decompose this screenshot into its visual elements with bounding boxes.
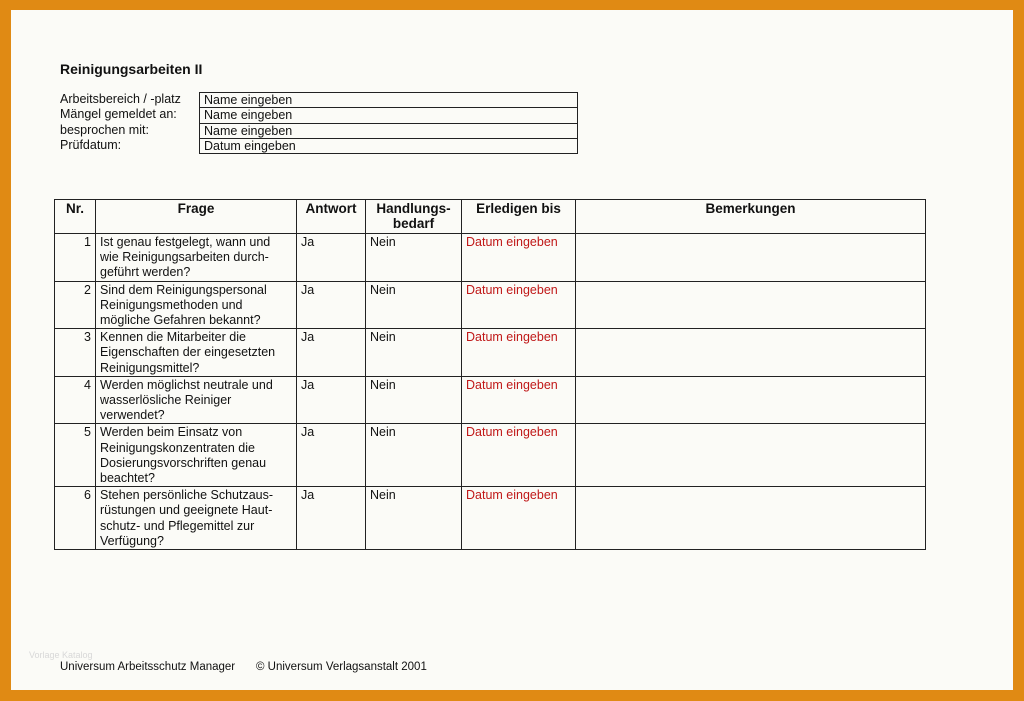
row-erledigen-bis[interactable]: Datum eingeben [462, 234, 576, 282]
row-handlungsbedarf[interactable]: Nein [366, 376, 462, 424]
header-handlungsbedarf: Handlungs-bedarf [366, 200, 462, 234]
row-handlungsbedarf[interactable]: Nein [366, 329, 462, 377]
row-frage: Kennen die Mitarbeiter die Eigenschaften der eingesetzten Reinigungsmittel? [96, 329, 297, 377]
row-bemerkungen[interactable] [576, 487, 926, 550]
row-bemerkungen[interactable] [576, 424, 926, 487]
checklist-table [54, 199, 926, 550]
row-antwort[interactable]: Ja [297, 376, 366, 424]
header-bemerkungen: Bemerkungen [576, 200, 926, 234]
header-erledigen-bis: Erledigen bis [462, 200, 576, 234]
row-antwort[interactable]: Ja [297, 281, 366, 329]
page-title: Reinigungsarbeiten II [60, 61, 203, 77]
meta-label: besprochen mit: [60, 122, 149, 137]
watermark: Vorlage Katalog [29, 650, 93, 660]
document-page [11, 10, 1013, 690]
row-nr: 1 [55, 234, 96, 282]
besprochen-mit-field[interactable]: Name eingeben [199, 123, 578, 138]
table-row [55, 487, 926, 550]
row-nr: 6 [55, 487, 96, 550]
row-frage: Sind dem Reinigungspersonal Reinigungsmethoden und mögliche Gefahren bekannt? [96, 281, 297, 329]
row-handlungsbedarf[interactable]: Nein [366, 281, 462, 329]
pruefdatum-field[interactable]: Datum eingeben [199, 138, 578, 154]
footer-right: © Universum Verlagsanstalt 2001 [256, 661, 427, 673]
meta-label: Prüfdatum: [60, 137, 122, 152]
row-frage: Werden beim Einsatz von Reinigungskonzentraten die Dosierungsvorschriften genau beachtet? [96, 424, 297, 487]
table-row [55, 281, 926, 329]
row-bemerkungen[interactable] [576, 281, 926, 329]
table-row [55, 424, 926, 487]
row-frage: Stehen persönliche Schutzaus-rüstungen und geeignete Haut-schutz- und Pflegemittel zur Verfügung? [96, 487, 297, 550]
meta-label: Mängel gemeldet an: [60, 107, 177, 122]
row-erledigen-bis[interactable]: Datum eingeben [462, 329, 576, 377]
row-bemerkungen[interactable] [576, 329, 926, 377]
row-erledigen-bis[interactable]: Datum eingeben [462, 424, 576, 487]
meta-label: Arbeitsbereich / -platz [60, 92, 181, 106]
row-bemerkungen[interactable] [576, 234, 926, 282]
header-antwort: Antwort [297, 200, 366, 234]
table-row [55, 329, 926, 377]
arbeitsbereich-field[interactable]: Name eingeben [199, 92, 578, 107]
row-erledigen-bis[interactable]: Datum eingeben [462, 281, 576, 329]
row-frage: Ist genau festgelegt, wann und wie Reinigungsarbeiten durch-geführt werden? [96, 234, 297, 282]
header-frage: Frage [96, 200, 297, 234]
row-erledigen-bis[interactable]: Datum eingeben [462, 487, 576, 550]
footer-left: Universum Arbeitsschutz Manager [60, 661, 236, 673]
row-nr: 4 [55, 376, 96, 424]
row-nr: 3 [55, 329, 96, 377]
row-bemerkungen[interactable] [576, 376, 926, 424]
row-antwort[interactable]: Ja [297, 487, 366, 550]
row-handlungsbedarf[interactable]: Nein [366, 424, 462, 487]
row-antwort[interactable]: Ja [297, 234, 366, 282]
row-handlungsbedarf[interactable]: Nein [366, 487, 462, 550]
row-handlungsbedarf[interactable]: Nein [366, 234, 462, 282]
row-frage: Werden möglichst neutrale und wasserlösliche Reiniger verwendet? [96, 376, 297, 424]
row-antwort[interactable]: Ja [297, 424, 366, 487]
maengel-gemeldet-field[interactable]: Name eingeben [199, 107, 578, 122]
row-antwort[interactable]: Ja [297, 329, 366, 377]
header-nr: Nr. [55, 200, 96, 234]
row-erledigen-bis[interactable]: Datum eingeben [462, 376, 576, 424]
table-row [55, 376, 926, 424]
table-header-row [55, 200, 926, 234]
row-nr: 2 [55, 281, 96, 329]
table-row [55, 234, 926, 282]
row-nr: 5 [55, 424, 96, 487]
